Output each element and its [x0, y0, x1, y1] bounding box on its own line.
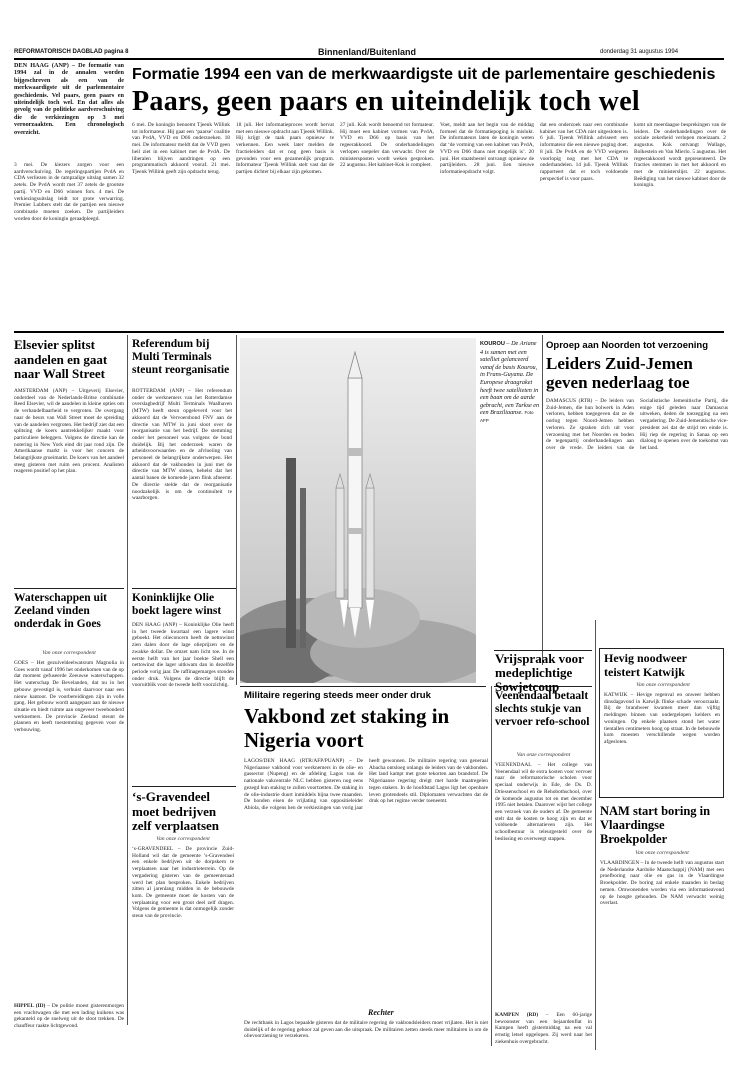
- referendum-body: ROTTERDAM (ANP) – Het referendum onder de werknemers van het Rotterdamse overslagbedrijf Multi Terminals Waalhaven (MTW) heeft steun opgeleverd voor het akkoord dat de Vervoersbond FNV aan de directie van MTW in juni sloot over de reorganisatie van het bedrijf. De stemming onder het personeel was volgens de bond duidelijk. Bij het onderzoek waren de arbeidsvoorwaarden en de afvloeiing van personeel de belangrijkste onderwerpen. Het akkoord dat de vakbonden in juni met de directie van MTW sloten, behelst dat het aantal banen de komende jaren flink afneemt. De directie stelde dat de reorganisatie noodzakelijk is om de continuïteit te waarborgen.: [132, 388, 232, 502]
- caption-credit: Foto AFP: [480, 410, 534, 423]
- lead-col-3: 18 juli. Het informatieproces wordt hervat met een nieuwe opdracht aan Tjeenk Willink. Hij krijgt de taak paars opnieuw te verkennen. Een week later melden de fractieleiders dat er nog geen basis is gevonden voor een gezamenlijk program. Informateur Tjeenk Willink stelt vast dat de partijen dichter bij elkaar zijn gekomen.: [236, 122, 334, 175]
- veenendaal-headline: Veenendaal betaalt slechts stukje van vervoer refo-school: [495, 690, 590, 728]
- gravendeel-top-rule: [132, 786, 236, 787]
- nam-body: VLAARDINGEN – In de tweede helft van augustus start de Nederlandse Aardolie Maatschappij (NAM) met een proefboring naar olie en gas in de Vlaardingse Broekpolder. De boring zal enkele maanden in beslag nemen. Omwonenden worden via een informatieavond op de hoogte gehouden. De NAM verwacht weinig overlast.: [600, 860, 724, 907]
- zeeland-top-rule: [14, 588, 124, 589]
- zeeland-headline: Waterschappen uit Zeeland vinden onderdak in Goes: [14, 592, 107, 630]
- ariane-rocket-photo: [240, 338, 476, 683]
- jemen-headline: Leiders Zuid-Jemen geven nederlaag toe: [546, 354, 693, 392]
- lead-col-2: 6 mei. De koningin benoemt Tjeenk Willink tot informateur. Hij gaat een ‘paarse’ coalitie van PvdA, VVD en D66 onderzoeken. 18 mei. De informateur meldt dat de VVD geen heil ziet in een kabinet met de PvdA. De liberalen blijven aandringen op een programmatisch akkoord vooraf. 21 mei. Tjeenk Willink geeft zijn opdracht terug.: [132, 122, 230, 175]
- lead-col-6: dat een onderzoek naar een combinatie kabinet van het CDA niet uitgesloten is. 6 juli. Tjeenk Willink adviseert een informateur die een nieuwe poging doet. 8 juli. De PvdA en de VVD weigeren voorlopig nog met het CDA te onderhandelen. 14 juli. Tjeenk Willink rapporteert dat er toch voldoende perspectief is voor paars.: [540, 122, 628, 182]
- katwijk-byline: Van onze correspondent: [636, 682, 690, 688]
- kampen-text: – Een 60-jarige bewoonster van een bejaardenflat in Kampen heeft gistermiddag na een val ernstig letsel opgelopen. Zij werd naar het ziekenhuis overgebracht.: [495, 1012, 592, 1045]
- jemen-kicker: Oproep aan Noorden tot verzoening: [546, 340, 709, 351]
- olie-body: DEN HAAG (ANP) – Koninklijke Olie heeft in het tweede kwartaal een lagere winst geboekt. Het olieconcern heeft de nettowinst zien dalen door de lage olieprijzen en de zwakke dollar. De omzet nam licht toe. In de eerste helft van het jaar boekte Shell een nettowinst die lager uitkwam dan in dezelfde periode vorig jaar. De raffinagemarges stonden onder druk. Volgens de directie blijft de vooruitblik voor de tweede helft voorzichtig.: [132, 622, 234, 689]
- referendum-headline: Referendum bij Multi Terminals steunt reorganisatie: [132, 338, 230, 376]
- vrijspraak-headline: Vrijspraak voor medeplichtige Sowjetcoup: [495, 651, 584, 694]
- lead-col-4: 27 juli. Kok wordt benoemd tot formateur. Hij moet een kabinet vormen van PvdA, VVD en D66 op basis van het regeerakkoord. De onderhandelingen verlopen soepeler dan verwacht. Over de ministersposten wordt weken gesproken. 22 augustus. Het kabinet-Kok is compleet.: [340, 122, 434, 169]
- nigeria-subhead: Rechter: [368, 1008, 394, 1017]
- elsevier-headline: Elsevier splitst aandelen en gaat naar Wall Street: [14, 337, 108, 381]
- zeeland-body: GOES – Het gezuiveldeelwatsrum Magnolia in Goes wordt vanaf 1996 het onderkomen van de op dat moment gefuseerde Zeeuwse waterschappen. Het waterschap De Bevelanden, dat nu in het gebouw gevestigd is, verhuist daarvoor naar een nieuw kantoor. De voorbereidingen zijn in volle gang. Het gebouw wordt aangepast aan de nieuwe situatie en biedt ruimte aan ongeveer tweehonderd werknemers. De provincie Zeeland steunt de plannen en heeft toestemming gegeven voor de verbouwing.: [14, 660, 124, 734]
- masthead-center: Binnenland/Buitenland: [318, 47, 416, 57]
- katwijk-body: KATWIJK – Hevige regenval en onweer hebben dinsdagavond in Katwijk flinke schade veroorzaakt. Bij de brandweer kwamen meer dan vijftig meldingen binnen van ondergelopen kelders en woningen. Op enkele plaatsen stond het water tientallen centimeters hoog op straat. In de bebouwde kom moesten verschillende wegen worden afgesloten.: [604, 692, 720, 745]
- gravendeel-body: ‘s-GRAVENDEEL – De provincie Zuid-Holland wil dat de gemeente ’s-Gravendeel een enkele bedrijven uit de dorpskern te verplaatsen naar het industrieterrein. Op de vergadering gisteren van de gemeenteraad werd het plan besproken. Enkele bedrijven zitten al jarenlang midden in de bebouwde kom. De gemeente moet de kosten van de verplaatsing voor een groot deel zelf dragen. Volgens de gemeente is dat onmogelijk zonder steun van de provincie.: [132, 846, 234, 920]
- lead-col-7: komt uit meerdaagse besprekingen van de leiders. De onderhandelingen over de sociale zekerheid verlopen moeizaam. 2 augustus. Kok ontvangt Wallage, Bolkestein en Van Mierlo. 5 augustus. Het regeerakkoord wordt gepresenteerd. De fracties stemmen in met het akkoord en met de ministerslijst. 22 augustus. Beëdiging van het nieuwe kabinet door de koningin.: [634, 122, 726, 189]
- nam-headline: NAM start boring in Vlaardingse Broekpolder: [600, 804, 711, 846]
- jemen-body: DAMASCUS (RTR) – De leiders van Zuid-Jemen, die hun bolwerk in Aden verloren, hebben toegegeven dat ze de oorlog tegen Noord-Jemen hebben verloren. Ze spraken zich uit voor verzoening met het Noorden en boden de tegenpartij onderhandelingen aan over de vrede. De leiders van de Socialistische Jemenitische Partij, die enige tijd geleden naar Damascus uitweken, deden de toezegging na een vergadering. De Zuid-Jemenitische vice-president zei dat de strijd ten einde is. Hij riep de regering in Sanaa op een dialoog te openen over de toekomst van het land.: [546, 398, 728, 451]
- hippel-brief: [14, 1003, 124, 1043]
- lead-kicker: Formatie 1994 een van de merkwaardigste uit de parlementaire geschiedenis: [132, 66, 716, 83]
- lead-col-1: 3 mei. De kiezers zorgen voor een aardverschuiving. De regeringspartijen PvdA en CDA verliezen in de rampzalige uitslag samen 32 zetels. De PvdA wordt met 37 zetels de grootste partij. VVD en D66 winnen fors. 4 mei. De verkiezingsuitslag leidt tot grote verwarring. Premier Lubbers stelt dat de partijen een nieuwe combinatie moeten zoeken. De partijleiders worden door de koningin geraadpleegd.: [14, 162, 124, 222]
- kampen-dateline: KAMPEN (RD): [495, 1012, 539, 1018]
- zeeland-byline: Van onze correspondent: [42, 650, 96, 656]
- hippel-dateline: HIPPEL (ID): [14, 1003, 46, 1009]
- gravendeel-headline: ‘s-Gravendeel moet bedrijven zelf verplaatsen: [132, 789, 220, 833]
- col-divider-2: [236, 335, 237, 685]
- caption-dateline: KOUROU: [480, 341, 505, 347]
- masthead-right: donderdag 31 augustus 1994: [600, 49, 679, 55]
- col-divider-5: [595, 620, 596, 1050]
- olie-top-rule: [132, 588, 236, 589]
- col-divider-4: [491, 686, 492, 1046]
- katwijk-headline: Hevig noodweer teistert Katwijk: [604, 651, 687, 679]
- section-rule-1: [14, 331, 724, 333]
- col-divider-3: [542, 335, 543, 665]
- lead-intro: DEN HAAG (ANP) – De formatie van 1994 zal in de annalen worden bijgeschreven als een van de merkwaardigste uit de parlementaire geschiedenis. Vel paars, geen paars en uiteindelijk toch wel. En dat alles als gevolg van de politieke aardverschuiving die de verkiezingen op 3 mei veroorzaakten. Een chronologisch overzicht.: [14, 62, 124, 136]
- lead-col-5: Voet, meldt aan het begin van de middag formeel dat de formatiepoging is mislukt. De informateurs laten de koningin weten dat ‘de vorming van een kabinet van PvdA, VVD en D66 thans niet mogelijk is’. 20 juni. Het staatsbestel ontvangt opnieuw de partijleiders. 28 juni. Een nieuwe informatieopdracht volgt.: [440, 122, 534, 175]
- nigeria-top-rule: [240, 686, 486, 687]
- masthead-left: REFORMATORISCH DAGBLAD pagina 8: [14, 49, 129, 55]
- elsevier-body: AMSTERDAM (ANP) – Uitgeverij Elsevier, onderdeel van de Nederlands-Britse combinatie Reed Elsevier, wil de aandelen in kleine opties om de verhandelbaarheid te vergroten. De overgang naar de beurs van Wall Street moet de spreiding van de aandelen vergroten. Het bedrijf ziet dat een splitsing de koers aantrekkelijker maakt voor particuliere beleggers. Volgens de directie kan de notering in New York eind dit jaar rond zijn. De Amerikaanse markt is voor het concern de belangrijkste groeimarkt. De koers van het aandeel steeg gisteren met ruim een procent. Analisten reageren positief op het plan.: [14, 388, 124, 475]
- photo-caption: [480, 340, 540, 458]
- nigeria-kicker: Militaire regering steeds meer onder druk: [244, 690, 431, 701]
- col-divider-1: [127, 335, 128, 1025]
- gravendeel-byline: Van onze correspondent: [156, 836, 210, 842]
- rocket-illustration: [240, 338, 476, 683]
- caption-text: – De Ariane 4 is samen met een satelliet gelanceerd vanaf de basis Kourou, in Frans-Guyana. De Europese draagraket heeft twee satellieten in een baan om de aarde gebracht, een Turkse en een Braziliaanse.: [480, 340, 540, 417]
- nigeria-body: LAGOS/DEN HAAG (RTR/AFP/PUANP) – De Nigeriaanse vakbond voor werknemers in de olie- en gassector (Nupeng) en de afdeling Lagos van de nationale vakcentrale NLC hebben gisteren nog eens gezegd hun staking te zullen voortzetten. De staking in de olie-industrie duurt inmiddels bijna twee maanden. De bonden eisen de vrijlating van oppositieleider Abiola, die volgens hen de verkiezingen van vorig jaar heeft gewonnen. De militaire regering van generaal Abacha ontsloeg onlangs de leiders van de vakbonden. Het land kampt met grote tekorten aan brandstof. De Nigeriaanse regering dreigt met harde maatregelen tegen stakers. In de hoofdstad Lagos ligt het openbare leven grotendeels stil. Diplomaten verwachten dat de druk op het regime verder toeneemt.: [244, 758, 488, 811]
- veenendaal-body: VEENENDAAL – Het college van Veenendaal wil de extra kosten voor vervoer naar de reformatorische scholen voor speciaal onderwijs in Ede, de Ds. D. Driessenschool en de Rehobothschool, over de komende augustus tot en met december 1995 niet betalen. Daarover wijst het college een verzoek van de ouders af. De gemeente stelt dat de kosten te hoog zijn en dat er voldoende alternatieven zijn. Het schoolbestuur is teleurgesteld over de beslissing en overweegt stappen.: [495, 762, 592, 842]
- hippel-text: – De politie moest gisterenmorgen een vrachtwagen die met een lading kuikens was gekanteld op de snelweg uit de sloot trekken. De chauffeur raakte lichtgewond.: [14, 1003, 124, 1030]
- veenendaal-byline: Van onze correspondent: [516, 752, 571, 758]
- masthead-rule: [14, 58, 724, 60]
- nam-byline: Van onze correspondent: [635, 850, 689, 856]
- nigeria-body-2: De rechtbank in Lagos bepaalde gisteren dat de militaire regering de vakbondsleiders moet vrijlaten. Het is niet duidelijk of de regering gehoor zal geven aan die uitspraak. De militairen zetten steeds meer militairen in om de olievoorziening te verzekeren.: [244, 1020, 488, 1040]
- olie-headline: Koninklijke Olie boekt lagere winst: [132, 592, 222, 617]
- kampen-brief: [495, 1012, 592, 1050]
- nigeria-headline: Vakbond zet staking in Nigeria voort: [244, 704, 450, 752]
- lead-headline: Paars, geen paars en uiteindelijk toch wel: [132, 86, 641, 117]
